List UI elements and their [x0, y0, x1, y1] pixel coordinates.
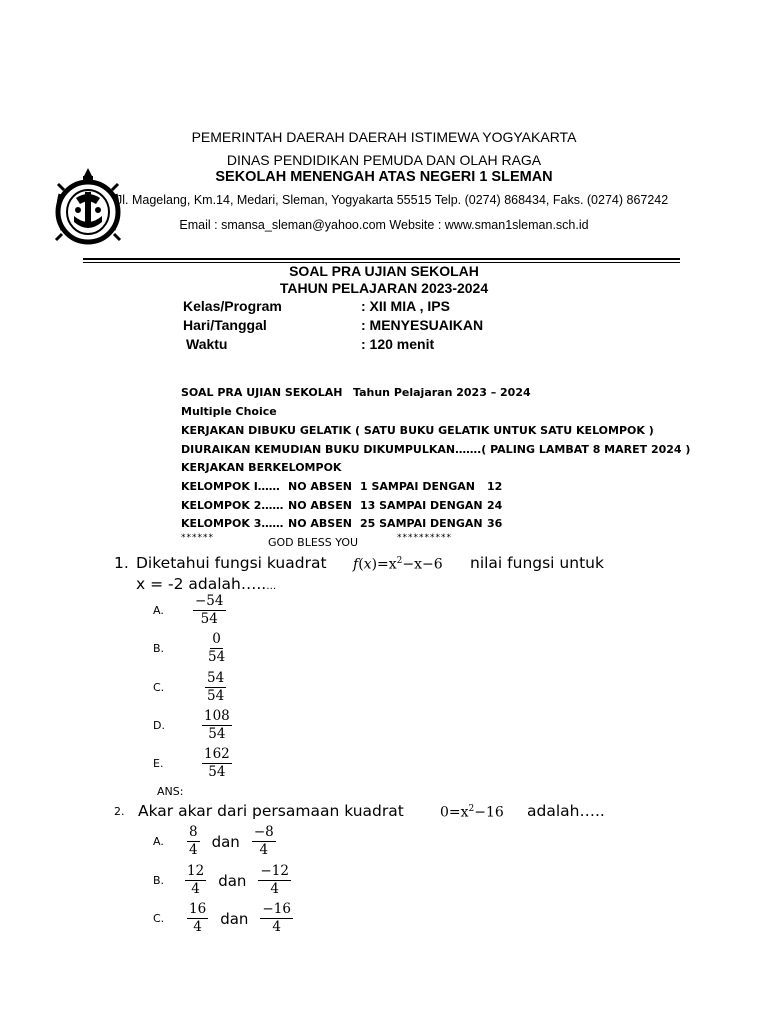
q2-option-b-fraction-2: $\frac{-12}{4}$	[260, 863, 289, 897]
instr-type: Multiple Choice	[181, 405, 277, 418]
q2-option-c-fraction-2: $\frac{-16}{4}$	[262, 901, 291, 935]
q1-option-c-label: C.	[153, 681, 165, 694]
instr-title: SOAL PRA UJIAN SEKOLAH	[181, 386, 343, 399]
blessing-text: GOD BLESS YOU	[268, 536, 359, 549]
q2-text: Akar akar dari persamaan kuadrat	[138, 802, 404, 820]
q1-text: Diketahui fungsi kuadrat	[136, 554, 327, 572]
q1-text-cont: nilai fungsi untuk	[470, 554, 604, 572]
field-value-class: : XII MIA , IPS	[361, 298, 450, 314]
q2-text-cont: adalah…..	[527, 802, 605, 820]
q2-option-a[interactable]	[187, 824, 276, 859]
instr-line-1: KERJAKAN DIBUKU GELATIK ( SATU BUKU GELATIK UNTUK SATU KELOMPOK )	[181, 424, 654, 437]
group-2-name: KELOMPOK 2……	[181, 499, 284, 512]
group-3-name: KELOMPOK 3……	[181, 517, 284, 530]
field-value-date: : MENYESUAIKAN	[361, 317, 484, 333]
q2-option-b-dan: dan	[218, 871, 247, 890]
q1-number: 1.	[114, 554, 129, 572]
q1-option-d-label: D.	[153, 719, 165, 732]
q1-line2: x = -2 adalah…..…	[136, 575, 277, 593]
q1-option-c-fraction[interactable]: $\frac{54}{54}$	[207, 670, 225, 704]
group-1-end: 12	[487, 480, 503, 493]
group-3-range: 25 SAMPAI DENGAN	[360, 517, 483, 530]
q1-option-a-fraction[interactable]: $\frac{-54}{54}$	[195, 593, 224, 627]
group-1-absen: NO ABSEN	[288, 480, 352, 493]
stars-left: ******	[181, 533, 214, 543]
header-address: Jl. Magelang, Km.14, Medari, Sleman, Yogyakarta 55515 Telp. (0274) 868434, Faks. (0274) 867242	[116, 193, 669, 207]
q1-option-a-label: A.	[153, 604, 164, 617]
header-rule-thick	[83, 258, 680, 260]
q2-number: 2.	[114, 805, 125, 818]
header-government: PEMERINTAH DAERAH DAERAH ISTIMEWA YOGYAKARTA	[191, 129, 577, 145]
header-department: DINAS PENDIDIKAN PEMUDA DAN OLAH RAGA	[226, 152, 542, 168]
q1-option-b-fraction[interactable]: $\frac{0}{54}$	[208, 631, 226, 665]
group-2-range: 13 SAMPAI DENGAN	[360, 499, 483, 512]
exam-year: TAHUN PELAJARAN 2023-2024	[279, 280, 489, 296]
q2-option-b[interactable]	[185, 863, 291, 898]
q2-option-a-fraction-2: $\frac{-8}{4}$	[253, 824, 274, 858]
stars-right: **********	[397, 533, 452, 543]
group-2-end: 24	[487, 499, 503, 512]
instr-line-2: DIURAIKAN KEMUDIAN BUKU DIKUMPULKAN…….( PALING LAMBAT 8 MARET 2024 )	[181, 443, 691, 456]
instr-line-3: KERJAKAN BERKELOMPOK	[181, 461, 342, 474]
field-value-time: : 120 menit	[361, 336, 435, 352]
q1-formula: $f(x)=x^2-x-6$	[353, 556, 443, 573]
q2-option-c-label: C.	[153, 912, 165, 925]
q2-option-c-fraction-1: $\frac{16}{4}$	[189, 901, 207, 935]
field-label-time: Waktu	[186, 336, 228, 352]
q2-option-b-fraction-1: $\frac{12}{4}$	[187, 863, 205, 897]
q2-option-c-dan: dan	[220, 909, 249, 928]
q1-option-e-label: E.	[153, 757, 164, 770]
q2-option-a-label: A.	[153, 835, 164, 848]
group-3-absen: NO ABSEN	[288, 517, 352, 530]
q1-answer-label: ANS:	[157, 785, 184, 798]
q2-option-a-fraction-1: $\frac{8}{4}$	[189, 824, 198, 858]
field-label-date: Hari/Tanggal	[183, 317, 267, 333]
q1-option-d-fraction[interactable]: $\frac{108}{54}$	[204, 708, 230, 742]
group-2-absen: NO ABSEN	[288, 499, 352, 512]
group-1-name: KELOMPOK I……	[181, 480, 280, 493]
header-contact: Email : smansa_sleman@yahoo.com Website : www.sman1sleman.sch.id	[179, 218, 589, 232]
header-school-name: SEKOLAH MENENGAH ATAS NEGERI 1 SLEMAN	[215, 169, 553, 185]
instr-year: Tahun Pelajaran 2023 – 2024	[353, 386, 531, 399]
field-label-class: Kelas/Program	[183, 298, 282, 314]
q2-option-a-dan: dan	[211, 832, 240, 851]
q1-option-e-fraction[interactable]: $\frac{162}{54}$	[204, 746, 230, 780]
group-1-range: 1 SAMPAI DENGAN	[360, 480, 475, 493]
q2-option-c[interactable]	[187, 901, 293, 936]
group-3-end: 36	[487, 517, 503, 530]
q2-formula: $0=x^2-16$	[440, 804, 504, 821]
q1-option-b-label: B.	[153, 642, 165, 655]
q2-option-b-label: B.	[153, 874, 165, 887]
exam-title: SOAL PRA UJIAN SEKOLAH	[289, 263, 479, 279]
